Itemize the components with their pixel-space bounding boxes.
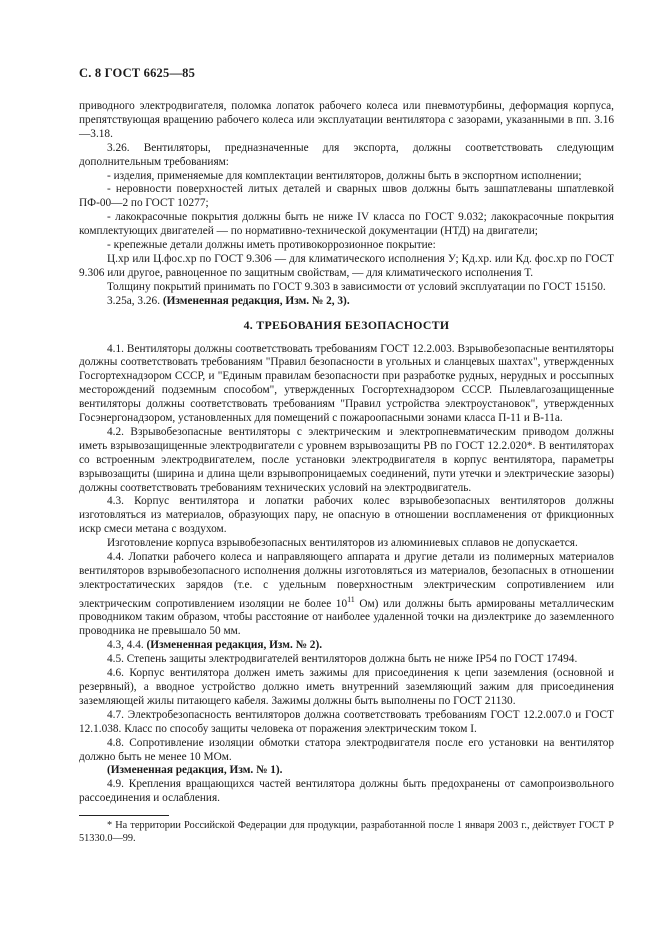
edition-note [79,295,614,309]
paragraph-4-6: 4.6. Корпус вентилятора должен иметь зажимы для присоединения к цепи заземления (основной и резервный), а вводное устройство должно иметь внутренний заземляющий зажим для присоединения заземляющей жилы питающего кабеля. Зажимы должны быть выполнены по ГОСТ 21130. [79,667,614,707]
paragraph-4-1: 4.1. Вентиляторы должны соответствовать требованиям ГОСТ 12.2.003. Взрывобезопасные вентиляторы должны соответствовать требованиям "Правил безопасности в угольных и сланцевых шахтах", утвержденных Госгортехнадзором СССР, и "Единым правилам безопасности при разработке рудных, нерудных и россыпных месторождений подземным способом", утвержденных Госгортехнадзором СССР. Пылевлагозащищенные вентиляторы должны соответствовать требованиям "Правил устройства электроустановок", утвержденных Госэнергонадзором, установленных для помещений с пожароопасными зонами класса П-11 и В-11а. [79,342,614,425]
page-header: С. 8 ГОСТ 6625—85 [79,66,196,80]
list-item: - лакокрасочные покрытия должны быть не ниже IV класса по ГОСТ 9.032; лакокрасочные покрытия комплектующих двигателей — по нормативно-технической документации (НТД) на двигатели; [79,211,614,238]
paragraph-4-3: 4.3. Корпус вентилятора и лопатки рабочих колес взрывобезопасных вентиляторов должны изготовляться из материалов, образующих пару, не опасную в отношении воспламенения от фрикционных искр смеси метана с воздухом. [79,495,614,536]
edition-note-text: (Измененная редакция, Изм. № 2). [146,639,323,652]
paragraph-4-5: 4.5. Степень защиты электродвигателей вентиляторов должна быть не ниже IP54 по ГОСТ 17494. [107,653,578,666]
footnote-divider [79,815,169,816]
footnote-text: * На территории Российской Федерации для продукции, разработанной после 1 января 2003 г., действует ГОСТ Р 51330.0—99. [79,820,614,844]
list-item: - изделия, применяемые для комплектации вентиляторов, должны быть в экспортном исполнении; [107,169,582,182]
paragraph-continuation: приводного электродвигателя, поломка лопаток рабочего колеса или пневмотурбины, деформация корпуса, препятствующая вращению рабочего колеса или эксплуатации вентилятора с зазорами, указанными в пп. 3.16—3.18. [79,100,614,140]
paragraph-4-4-text-a: 4.4. Лопатки рабочего колеса и направляющего аппарата и другие детали из полимерных материалов вентиляторов взрывобезопасного исполнения должны изготовляться из материалов, безопасных в отношении электростатических зарядов (т.е. с удельным поверхностным электрическим сопротивлением или электрическим сопротивлением изоляции не более 10 [79,551,614,610]
exponent: 11 [347,594,355,604]
list-item: - неровности поверхностей литых деталей и сварных швов должны быть зашпатлеваны шпатлевкой ПФ-00—2 по ГОСТ 10277; [79,183,614,210]
edition-note-ref: 4.3, 4.4. [107,639,144,652]
footnote [79,819,614,845]
paragraph-4-4-text-b: Ом) или должны быть армированы металлическим проводником таким образом, чтобы расстояние от наиболее удаленной точки на диэлектрике до заземленного проводника не превышало 50 мм. [79,597,614,638]
paragraph-thickness: Толщину покрытий принимать по ГОСТ 9.303 в зависимости от условий эксплуатации по ГОСТ 15150. [107,280,606,293]
paragraph-4-9: 4.9. Крепления вращающихся частей вентилятора должны быть предохранены от самопроизвольного рассоединения и ослабления. [79,778,614,805]
edition-note-text: (Измененная редакция, Изм. № 2, 3). [162,294,350,307]
paragraph-3-26: 3.26. Вентиляторы, предназначенные для экспорта, должны соответствовать следующим дополнительным требованиям: [79,141,614,168]
edition-note-text: (Измененная редакция, Изм. № 1). [107,764,283,777]
paragraph-4-2: 4.2. Взрывобезопасные вентиляторы с электрическим и электропневматическим приводом должны иметь взрывозащищенные электродвигатели с уровнем взрывозащиты РВ по ГОСТ 12.2.020*. В вентиляторах со встроенным электродвигателем, после установки электродвигателя в корпус вентилятора, параметры взрывозащиты (ширина и длина щели взрывопроницаемых соединений, пути утечки и электрические зазоры) должны соответствовать требованиям технических условий на электродвигатель. [79,425,614,494]
list-item: - крепежные детали должны иметь противокоррозионное покрытие: [107,239,436,252]
document-body [79,100,614,806]
section-title: 4. ТРЕБОВАНИЯ БЕЗОПАСНОСТИ [243,317,450,332]
paragraph-4-8: 4.8. Сопротивление изоляции обмотки статора электродвигателя после его установки на вентилятор должно быть не менее 10 МОм. [79,736,614,763]
paragraph-4-3-aluminium: Изготовление корпуса взрывобезопасных вентиляторов из алюминиевых сплавов не допускается. [107,537,578,550]
paragraph-4-4 [79,551,614,639]
edition-note [79,764,614,778]
paragraph-4-7: 4.7. Электробезопасность вентиляторов должна соответствовать требованиям ГОСТ 12.2.007.0 и ГОСТ 12.1.038. Класс по способу защиты человека от поражения электрическим током I. [79,708,614,735]
edition-note [79,639,614,653]
paragraph-coating: Ц.хр или Ц.фос.хр по ГОСТ 9.306 — для климатического исполнения У; Кд.хр. или Кд. фос.хр по ГОСТ 9.306 или другое, равноценное по защитным свойствам, — для климатического исполнения Т. [79,252,614,279]
edition-note-ref: 3.25а, 3.26. [107,294,161,307]
